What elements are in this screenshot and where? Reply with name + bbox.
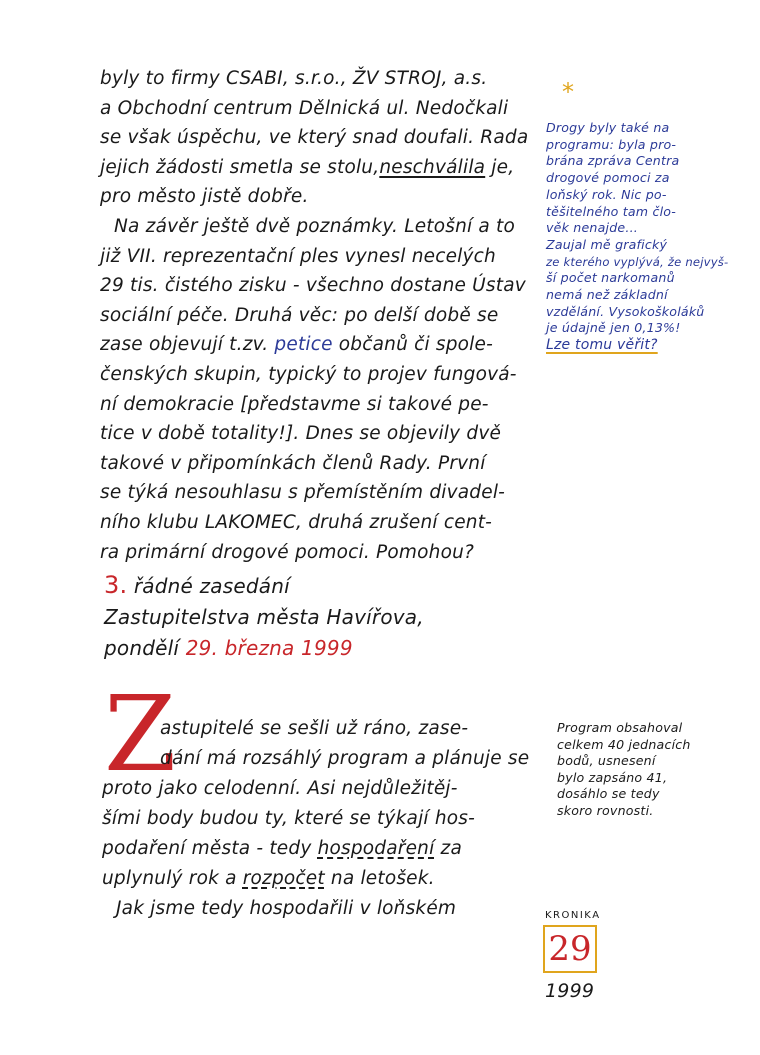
text-line [100,330,540,360]
text-fragment: podaření města - tedy [102,838,318,859]
note-line: brána zpráva Centra [546,153,680,169]
text-line: Na závěr ještě dvě poznámky. Letošní a to [114,215,516,237]
note-line: bylo zapsáno 41, [557,769,668,785]
session-date: 29. března 1999 [185,636,353,660]
text-line: 29 tis. čistého zisku - všechno dostane Ústav [100,275,526,297]
chronicle-session-text [102,714,552,924]
text-line: tice v době totality!]. Dnes se objevily dvě [100,423,502,445]
underlined-word-hospodareni: hospodaření [317,838,435,859]
heading-fragment: pondělí [104,636,186,660]
note-line: těšitelného tam člo- [546,203,676,219]
heading-line [104,570,424,602]
side-note-program [557,720,747,820]
text-line: ra primární drogové pomoci. Pomohou? [100,541,475,563]
text-line: ní demokracie [představme si takové pe- [100,393,489,415]
underlined-word-rozpocet: rozpočet [242,868,325,889]
text-line: se týká nesouhlasu s přemístěním divadel- [100,482,506,504]
text-fragment: za [434,838,462,859]
session-heading [104,570,424,664]
heading-line [104,633,424,664]
text-fragment: je, [485,156,515,178]
text-fragment: na letošek. [324,868,435,889]
asterisk-icon: * [562,78,574,106]
chronicle-main-text [100,64,540,567]
text-line: a Obchodní centrum Dělnická ul. Nedočkali [100,97,509,119]
drop-cap-letter: Z [104,673,177,795]
text-line [100,153,540,183]
text-line: astupitelé se sešli už ráno, zase- [160,718,469,739]
underlined-word-neschvalila: neschválila [379,156,486,178]
note-line: nemá než základní [546,287,668,303]
text-fragment: jejich žádosti smetla se stolu, [100,156,380,178]
note-line: skoro rovnosti. [557,802,654,818]
note-line: Drogy byly také na [546,120,670,135]
text-line: se však úspěchu, ve který snad doufali. Rada [100,127,529,149]
page-year: 1999 [545,980,595,1002]
note-line: Program obsahoval [557,720,683,735]
note-line: bodů, usnesení [557,753,656,769]
text-line: takové v připomínkách členů Rady. První [100,452,486,474]
highlighted-word-petice: petice [274,334,333,356]
note-line: loňský rok. Nic po- [546,186,667,202]
text-line: pro město jistě dobře. [100,186,309,208]
note-line: celkem 40 jednacích [557,736,691,752]
kronika-label: KRONIKA [545,910,601,921]
note-line: drogové pomoci za [546,170,670,186]
text-line: sociální péče. Druhá věc: po delší době se [100,304,499,326]
text-line [102,864,552,894]
text-line [102,834,552,864]
text-line: čenských skupin, typický to projev fungová- [100,363,517,385]
heading-fragment: řádné zasedání [127,574,290,598]
text-line: dání má rozsáhlý program a plánuje se [160,748,530,769]
note-line: vzdělání. Vysokoškoláků [546,303,705,319]
text-line: Jak jsme tedy hospodařili v loňském [116,898,457,919]
text-line: ního klubu LAKOMEC, druhá zrušení cent- [100,511,493,533]
text-fragment: uplynulý rok a [102,868,243,889]
text-line: již VII. reprezentační ples vynesl necelých [100,245,496,267]
page-number: 29 [543,925,597,973]
text-line: proto jako celodenní. Asi nejdůležitěj- [102,778,458,799]
note-line: programu: byla pro- [546,136,677,152]
note-line-underlined: Lze tomu věřit? [546,337,658,354]
note-line: je údajně jen 0,13%! [546,320,681,336]
text-fragment: zase objevují t.zv. [100,334,275,356]
side-note-drugs [546,120,736,354]
heading-line: Zastupitelstva města Havířova, [104,605,424,629]
note-line: ze kterého vyplývá, že nejvyš- [546,254,729,269]
text-line: byly to firmy CSABI, s.r.o., ŽV STROJ, a.s. [100,68,488,89]
text-fragment: občanů či spole- [332,334,493,356]
note-line: ší počet narkomanů [546,270,675,286]
note-line: věk nenajde... [546,220,638,236]
text-line: šími body budou ty, které se týkají hos- [102,808,476,829]
note-line: dosáhlo se tedy [557,786,660,802]
session-number: 3. [104,571,128,599]
note-line: Zaujal mě grafický [546,236,668,252]
